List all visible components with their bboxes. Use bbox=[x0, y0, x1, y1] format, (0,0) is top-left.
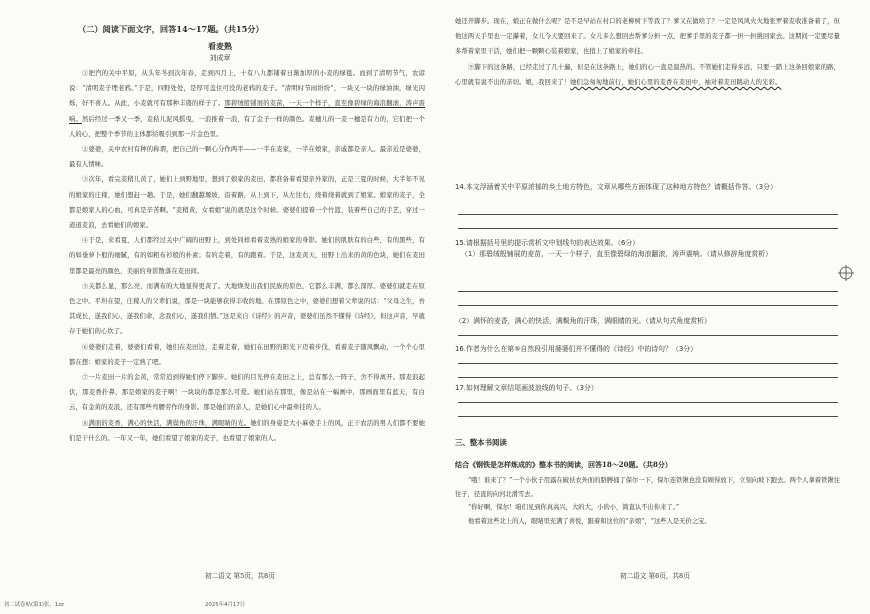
answer-line[interactable] bbox=[458, 291, 838, 292]
essay-continuation bbox=[455, 14, 840, 90]
section-title: （二）阅读下面文字，回答14～17题。（共15分） bbox=[78, 24, 264, 34]
continuation-paragraph-2: ⑨脚下的这条路，已经走过了几十遍，但是在这条路上，她们的心一直是温热的。不管她们走得多远，只要一踏上这条回娘家的路，心里就有说不出的亲切。娘，我回来了！她们急匆匆地前行，她们心里的麦香在麦田中，袖对着麦田跳动人的光彩。 bbox=[455, 63, 840, 86]
question-15-part-2: （2）满怀的麦香，满心的快活，满鬓角的汗珠，满眼睛的光。（请从句式角度赏析） bbox=[455, 317, 711, 325]
paragraph-5: ⑤关都么显，那么亮，而满布的大地显得更黄了。大地焕发出我们民族的原色，它都么丰满，都么深厚。婆婆们就走在原色之中。平坦在望，庄稼人的父辈们说，那是一块能够获得丰收的地。在那原色之中，婆婆们想着父辈说的话：“父母之生，吾其成长，遂我们心，遂我们命，念我们心，遂我们情。”这是来自《诗经》的声音，婆婆们虽然不懂得《诗经》，但这声音，早就存于她们的心坎了。 bbox=[69, 282, 425, 336]
page-footer-right: 初二语文 第6页，共8页 bbox=[620, 572, 690, 580]
underlined-sentence-2: 满面的麦香，满心的快活，满鬓角的汗珠，满眼睛的光。 bbox=[88, 419, 251, 427]
print-code: 初二试卷帖(第1)张，1zz bbox=[4, 602, 64, 608]
paragraph-3: ③次年，看完麦稍儿黄了，她们上到野地里，想到了娘家的麦田，都准备着看望亲外家的，正是三夏的时候，大半年不见的娘家的庄稼，她们想赶一趟。于是，她们翻越塬坡，沿着路，从上到下，从左往右，绕着绕着就到了娘家。娘家的麦子，全都是娘家人的心血，可真是辛苦啊。“麦稍黄，女看娘”说的就是这个时候。婆婆们提着一个竹篮，装着些自己的手艺，穿过一道道麦浪，去看她们的娘家。 bbox=[69, 176, 425, 230]
answer-line[interactable] bbox=[458, 228, 838, 229]
paragraph-8: ⑧满面的麦香，满心的快活，满鬓角的汗珠，满眼睛的光。她们的身姿是大小麻婆手上的风，正干农活的男人们都不要她们是干什么的。一年又一年，她们看望了娘家的麦子，也看望了娘家的人。 bbox=[69, 419, 426, 442]
answer-line[interactable] bbox=[458, 305, 838, 306]
essay-author: 刘成章 bbox=[209, 54, 231, 62]
question-14: 14.本文浮涵着关中平原浓郁的乡土地方特色，文章从哪些方面体现了这种地方特色？请概括作答。（3分） bbox=[455, 183, 777, 191]
question-17: 17.如何理解文章结尾画波浪线的句子。（3分） bbox=[455, 384, 598, 392]
novel-paragraph-1: “哦！谁来了？”一个小伙子用露在破袄衣外面的胳膊捅了保尔一下，保尔连铁锹也没有顾得放下，立刻向坡下跑去。两个人拿着铁锹往往子，径直的向河北滑雪去。 bbox=[455, 477, 840, 498]
registration-mark-icon bbox=[838, 265, 854, 281]
answer-line[interactable] bbox=[458, 416, 838, 417]
answer-line[interactable] bbox=[458, 377, 838, 378]
essay-title: 看麦熟 bbox=[208, 41, 232, 51]
answer-line[interactable] bbox=[458, 363, 838, 364]
paragraph-6: ⑥婆婆们走着，婆婆们看着，她们在麦田边，走着走着，她们在田野的阳光下迈着步伐，看着麦子随风飘动，一个个心里都在想：娘家的麦子一定熟了吧。 bbox=[69, 343, 425, 366]
paragraph-2: ②婆婆，关中农村有种的称谓，把自己的一颗心分作两半——一半在麦家，一半在娘家，亲戚都是亲人。最亲近是婆婆，最有人情味。 bbox=[69, 146, 425, 169]
section-3-instructions: 结合《钢铁是怎样炼成的》整本书的阅读，回答18～20题。（共8分） bbox=[455, 460, 672, 469]
print-date: 2025年4月17日 bbox=[205, 602, 246, 608]
essay-body bbox=[69, 66, 425, 446]
section-3-title: 三、整本书阅读 bbox=[455, 438, 507, 447]
answer-line[interactable] bbox=[458, 402, 838, 403]
underlined-sentence-1: 那碧绒般铺展的麦苗，一天一个样子，直至像碧绿的海浪翻滚，涛声震响。 bbox=[69, 100, 425, 123]
novel-paragraph-2: “你好啊，保尔！咱们见到你真高兴，大的大，小的小，简直认不出你来了。” bbox=[468, 504, 680, 511]
continuation-paragraph-1: 她还开脚步。现在，娘正在做什么呢？是不是早站在村口的老柳树下等我了？爹又在做啥了？一定是风风火火地张罗着麦收准备着了，但他这两天手里也一定攥着，女儿今天要回来了。女儿多么想回去帮爹分担一点，把爹手里的麦子都一担一担挑回家去。这期间一定要尽量多帮着家里干活，她们把一颗颗心装着娘家，也捎上了娘家的牵挂。 bbox=[455, 18, 840, 56]
paragraph-7: ⑦一片麦田一片的金黄，常常追到得她们停下脚步。她们的目光停在麦田之上，总有那么一阵子，舍不得离开。那麦浪起伏，那麦香扑鼻，那是娘家的麦子啊！一块块的都是那么可爱。她们站在那里，像是站在一幅画中，那画面里有蓝天，有白云，有金黄的麦浪，还有那些弯腰劳作的身影。那是她们的亲人，是她们心中最牵挂的人。 bbox=[69, 374, 425, 412]
novel-paragraph-3: 他看着这些北上的人，眼睛里充满了喜悦，跟着和这位的“亲娘”，“这些人是无价之宝。 bbox=[468, 517, 711, 525]
novel-excerpt bbox=[455, 474, 840, 528]
question-15-stem: 15.请根据括号里的提示赏析文中划线句的表达效果。（6分） bbox=[455, 239, 640, 247]
page-footer-left: 初二语文 第5页，共8页 bbox=[205, 572, 275, 580]
question-15 bbox=[455, 238, 840, 260]
answer-line[interactable] bbox=[458, 335, 838, 336]
question-15-part-1: （1）那碧绒般铺展的麦苗，一天一个样子，直至像碧绿的海浪翻滚，涛声震响。（请从修辞角度赏析） bbox=[461, 250, 773, 258]
answer-line[interactable] bbox=[458, 214, 838, 215]
paragraph-1: ①把汽的关中平原，从头年冬到次年春，走到四月上，十有八九都铺着日渐加厚的小麦的绿毯。而到了清明节气，农谚说：“清明麦子埋老鸦。”于是，四野处处，是厚可盖住可没的老鸦的麦子。“清明时节雨纷纷”，一块又一块的绿油油，绿光闪烁，好不喜人。从此，小麦就可有那种丰盛的样子了。那碧绒般铺展的麦苗，一天一个样子，直至像碧绿的海浪翻滚，涛声震响。然后经过一季又一季，麦秸儿泥风摇曳，一浪推着一浪，有了金子一样的颜色。麦穗儿的一麦一穗是有力的，它们把一个人的心，把整个季节的主体都给吸引到那一片金色里。 bbox=[69, 70, 425, 138]
paragraph-4: ④于是，来看夏，人们都经过关中广阔的田野上，到处同样看着麦熟的娘家的身影。她们的肌肤有的白些，有的黑些，有的如垂萝卜般的细腻，有的如粗布衫般的朴素；有的走着，有的跑着。于是，这麦黄天，田野上出来的黄的色块，她们在麦田里都是最亮的颜色，美丽的身影散落在麦田间。 bbox=[69, 237, 425, 275]
wavy-underlined-sentence: 她们急匆匆地前行，她们心里的麦香在麦田中，袖对着麦田跳动人的光彩。 bbox=[570, 78, 782, 86]
question-16: 16.作者为什么在第⑤自然段引用婆婆们并不懂得的《诗经》中的诗句？（3分） bbox=[455, 345, 698, 353]
